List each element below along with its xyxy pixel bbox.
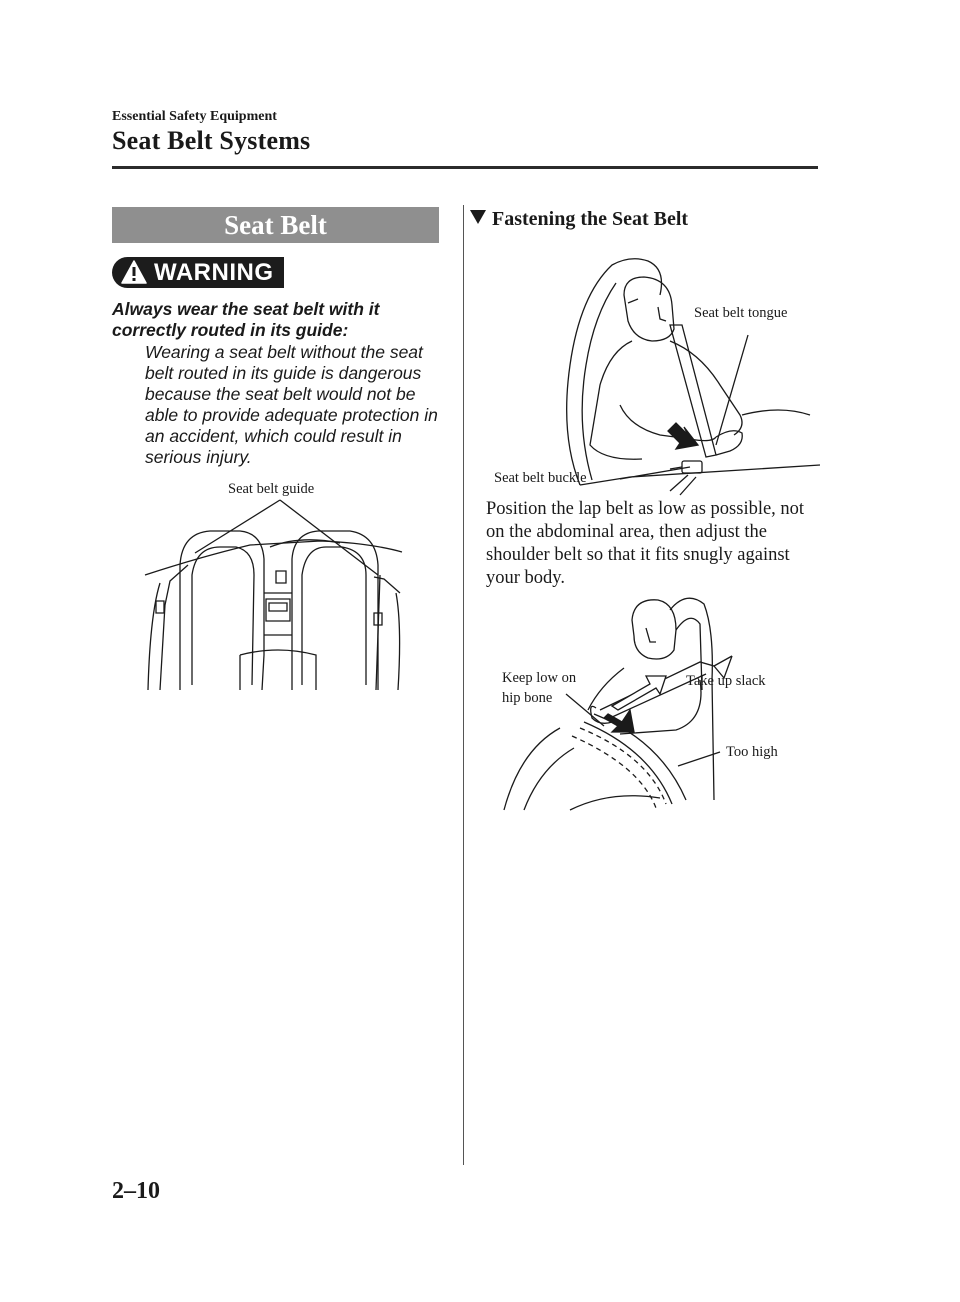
seat-belt-guide-figure (140, 495, 410, 695)
warning-badge (112, 257, 284, 288)
warning-lead-text: Always wear the seat belt with it correctly routed in its guide: (112, 299, 380, 340)
warning-triangle-icon (121, 260, 147, 284)
chapter-title: Seat Belt Systems (112, 126, 311, 155)
warning-body-text: Wearing a seat belt without the seat belt routed in its guide is dangerous because the seat belt would not be able to provide adequate protection in an accident, which could result in serious injury. (145, 342, 438, 467)
take-up-slack-label: Take up slack (686, 673, 766, 689)
seat-belt-tongue-label: Seat belt tongue (694, 305, 788, 321)
too-high-label: Too high (726, 744, 778, 760)
subsection-title-text: Fastening the Seat Belt (492, 208, 689, 230)
seat-belt-guide-label: Seat belt guide (228, 481, 315, 497)
column-divider (463, 205, 464, 1165)
page-number: 2–10 (112, 1178, 160, 1204)
section-label: Essential Safety Equipment (112, 109, 277, 124)
keep-low-label-line2: hip bone (502, 690, 553, 706)
header-rule (112, 166, 818, 169)
fastening-figure (520, 255, 820, 495)
warning-label: WARNING (154, 259, 274, 286)
subsection-title (470, 208, 688, 231)
down-triangle-icon (470, 210, 486, 224)
seat-belt-buckle-label: Seat belt buckle (494, 470, 587, 486)
keep-low-label-line1: Keep low on (502, 670, 577, 686)
section-title-bar: Seat Belt (112, 207, 439, 243)
body-paragraph: Position the lap belt as low as possible, not on the abdominal area, then adjust the shoulder belt so that it fits snugly against your body. (486, 499, 805, 588)
